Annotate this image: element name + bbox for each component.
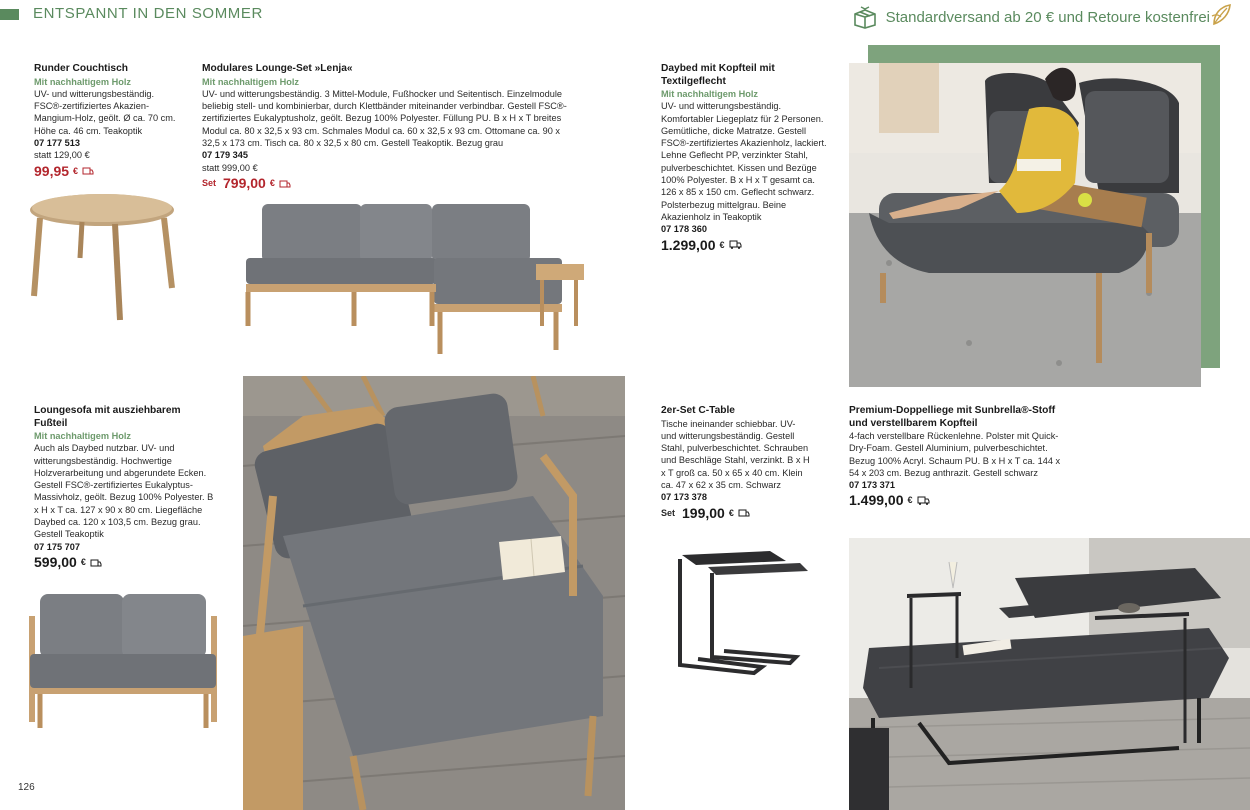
price: 599,00	[34, 553, 77, 570]
product-doppelliege	[849, 405, 1069, 507]
currency: €	[80, 556, 86, 567]
product-name: Premium-Doppelliege mit Sunbrella®-Stoff und verstellbarem Kopfteil	[849, 405, 1056, 429]
product-name: Loungesofa mit ausziehbarem Fußteil	[34, 405, 181, 429]
c-table-image	[672, 545, 817, 690]
lounge-set-image	[236, 198, 596, 358]
section-title: ENTSPANNT IN DEN SOMMER	[33, 5, 263, 22]
product-description: UV- und witterungsbeständig. FSC®-zertifiziertes Akazien-Mangium-Holz, geölt. Ø ca. 70 cm. Höhe ca. 46 cm. Teakoptik	[34, 88, 176, 136]
shipping-text: Standardversand ab 20 € und Retoure kostenfrei	[885, 8, 1210, 26]
shipping-banner	[852, 5, 1210, 29]
currency: €	[907, 495, 913, 506]
product-sku: 07 179 345	[202, 150, 248, 161]
price: 99,95	[34, 162, 70, 179]
product-sku: 07 173 371	[849, 480, 895, 491]
loungesofa-image	[24, 588, 224, 738]
product-daybed	[661, 63, 831, 251]
product-ctable	[661, 405, 811, 519]
product-description: Auch als Daybed nutzbar. UV- und witterungsbeständig. Hochwertige Holzverarbeitung und abgerundete Ecken. Gestell FSC®-zertifiziertes Eukalyptus-Massivholz, geölt. Bezug 100% Polyester. B x H x T ca. 127 x 90 x 80 cm. Liegefläche Daybed ca. 120 x 103,5 cm. Bezug grau. Gestell Teakoptik	[34, 443, 214, 540]
product-sku: 07 178 360	[661, 224, 707, 235]
round-table-image	[20, 188, 185, 328]
parcel-delivery-icon	[90, 558, 102, 567]
product-name: Daybed mit Kopfteil mit Textilgeflecht	[661, 63, 775, 87]
price: 1.499,00	[849, 492, 904, 509]
parcel-delivery-icon	[82, 166, 94, 175]
old-price: statt 999,00 €	[202, 162, 258, 173]
product-description: Tische ineinander schiebbar. UV- und witterungsbeständig. Gestell Stahl, pulverbeschichtet. Schrauben und Beschläge Stahl, verzinkt. B x H x T groß ca. 50 x 65 x 40 cm. Klein ca. 47 x 62 x 35 cm. Schwarz	[661, 418, 810, 490]
page-number: 126	[18, 782, 35, 793]
eco-label: Mit nachhaltigem Holz	[202, 76, 299, 87]
currency: €	[269, 177, 275, 188]
product-description: UV- und witterungsbeständig. 3 Mittel-Module, Fußhocker und Seitentisch. Einzelmodule beliebig stell- und kombinierbar, durch Klettbänder miteinander verbindbar. Gestell FSC®-zertifiziertes Eukalyptusholz, geölt. Bezug 100% Polyester. Füllung PU. B x H x T breites Modul ca. 80 x 32,5 x 93 cm. Schmales Modul ca. 60 x 32,5 x 93 cm. Ottomane ca. 90 x 32,5 x 173 cm. Tisch ca. 80 x 32,5 x 80 cm. Gestell Teakoptik. Bezug grau	[202, 88, 567, 148]
product-sku: 07 173 378	[661, 492, 707, 503]
product-loungesofa	[34, 405, 214, 568]
set-label: Set	[202, 177, 217, 188]
product-lenja	[202, 63, 572, 189]
truck-delivery-icon	[917, 496, 930, 505]
price: 1.299,00	[661, 236, 716, 253]
loungesofa-photo	[243, 376, 625, 810]
eco-label: Mit nachhaltigem Holz	[661, 89, 758, 99]
price: 199,00	[682, 504, 725, 521]
product-description: UV- und witterungsbeständig. Komfortabler Liegeplatz für 2 Personen. Gemütliche, dicke Matratze. Gestell FSC®-zertifiziertes Akazienholz, lackiert. Lehne Geflecht PP, verzinkter Stahl, pulverbeschichtet. Kissen und Bezüge 100% Polyester. B x H x T gesamt ca. 126 x 85 x 150 cm. Geflecht schwarz. Polsterbezug mittelgrau. Beine Akazienholz in Teakoptik	[661, 101, 827, 222]
currency: €	[728, 507, 734, 518]
double-lounger-photo	[849, 538, 1250, 810]
old-price: statt 129,00 €	[34, 150, 90, 161]
leaf-logo-icon	[1210, 2, 1232, 28]
eco-label: Mit nachhaltigem Holz	[34, 431, 131, 441]
product-name: 2er-Set C-Table	[661, 405, 735, 416]
package-icon	[852, 5, 878, 29]
currency: €	[719, 239, 725, 250]
parcel-delivery-icon	[738, 508, 750, 517]
currency: €	[73, 165, 79, 176]
truck-delivery-icon	[729, 240, 742, 249]
price: 799,00	[223, 174, 266, 191]
header-accent-bar	[0, 9, 19, 20]
daybed-photo	[849, 63, 1201, 387]
product-name: Runder Couchtisch	[34, 63, 128, 74]
product-description: 4-fach verstellbare Rückenlehne. Polster mit Quick-Dry-Foam. Gestell Aluminium, pulverbeschichtet. Bezug 100% Acryl. Schaum PU. B x H x T ca. 144 x 54 x 203 cm. Bezug anthrazit. Gestell schwarz	[849, 431, 1061, 478]
parcel-delivery-icon	[279, 179, 291, 188]
product-sku: 07 177 513	[34, 137, 80, 148]
set-label: Set	[661, 507, 676, 518]
product-name: Modulares Lounge-Set »Lenja«	[202, 63, 353, 74]
product-couchtisch	[34, 63, 184, 177]
product-sku: 07 175 707	[34, 541, 80, 552]
eco-label: Mit nachhaltigem Holz	[34, 76, 131, 87]
